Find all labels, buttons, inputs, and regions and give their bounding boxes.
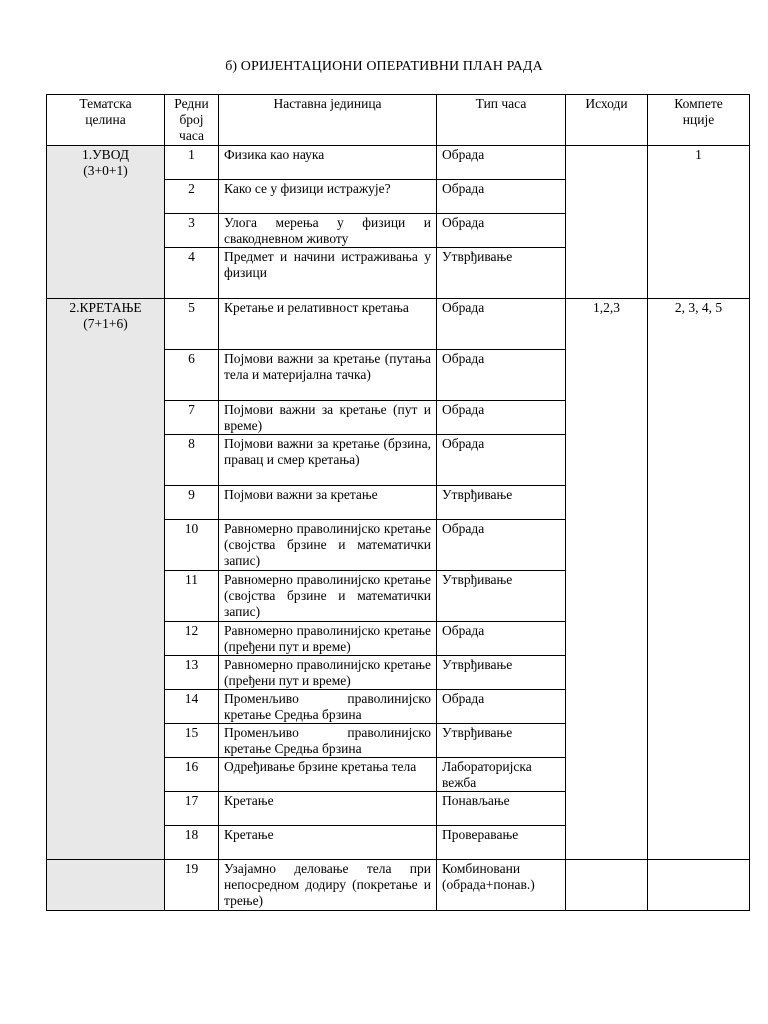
competences-cell: 2, 3, 4, 5 (648, 299, 750, 860)
lesson-number: 6 (165, 350, 219, 401)
lesson-unit: Појмови важни за кретање (пут и време) (219, 401, 437, 435)
header-row (47, 95, 750, 146)
lesson-number: 10 (165, 520, 219, 571)
lesson-type: Обрада (437, 401, 566, 435)
outcomes-cell: 1,2,3 (566, 299, 648, 860)
lesson-number: 1 (165, 146, 219, 180)
lesson-number: 4 (165, 248, 219, 299)
header-type: Тип часа (437, 95, 566, 146)
lesson-type: Обрада (437, 299, 566, 350)
lesson-number: 18 (165, 826, 219, 860)
lesson-unit: Променљиво праволинијско кретање Средња брзина (219, 724, 437, 758)
competences-cell: 1 (648, 146, 750, 299)
lesson-unit: Кретање и релативност кретања (219, 299, 437, 350)
lesson-unit: Равномерно праволинијско кретање (својства брзине и математички запис) (219, 520, 437, 571)
lesson-number: 17 (165, 792, 219, 826)
lesson-unit: Појмови важни за кретање (брзина, правац и смер кретања) (219, 435, 437, 486)
lesson-unit: Физика као наука (219, 146, 437, 180)
lesson-type: Обрада (437, 622, 566, 656)
table-row (47, 860, 750, 911)
lesson-number: 15 (165, 724, 219, 758)
lesson-type: Утврђивање (437, 248, 566, 299)
lesson-type: Утврђивање (437, 724, 566, 758)
lesson-unit: Предмет и начини истраживања у физици (219, 248, 437, 299)
theme-cell (47, 860, 165, 911)
competences-cell (648, 860, 750, 911)
plan-body (47, 146, 750, 911)
header-outcomes: Исходи (566, 95, 648, 146)
lesson-unit: Равномерно праволинијско кретање (пређени пут и време) (219, 622, 437, 656)
table-row (47, 146, 750, 180)
lesson-type: Обрада (437, 180, 566, 214)
header-competences: Компете нције (648, 95, 750, 146)
lesson-number: 7 (165, 401, 219, 435)
header-theme: Тематска целина (47, 95, 165, 146)
lesson-number: 11 (165, 571, 219, 622)
lesson-unit: Променљиво праволинијско кретање Средња брзина (219, 690, 437, 724)
lesson-type: Комбиновани (обрада+понав.) (437, 860, 566, 911)
lesson-number: 16 (165, 758, 219, 792)
lesson-type: Обрада (437, 214, 566, 248)
lesson-unit: Кретање (219, 826, 437, 860)
lesson-unit: Кретање (219, 792, 437, 826)
lesson-type: Обрада (437, 520, 566, 571)
lesson-type: Проверавање (437, 826, 566, 860)
lesson-type: Обрада (437, 146, 566, 180)
lesson-number: 12 (165, 622, 219, 656)
lesson-type: Утврђивање (437, 656, 566, 690)
theme-cell: 1.УВОД (3+0+1) (47, 146, 165, 299)
lesson-unit: Улога мерења у физици и свакодневном животу (219, 214, 437, 248)
lesson-unit: Појмови важни за кретање (путања тела и материјална тачка) (219, 350, 437, 401)
lesson-type: Лабораторијска вежба (437, 758, 566, 792)
page-title: б) ОРИЈЕНТАЦИОНИ ОПЕРАТИВНИ ПЛАН РАДА (225, 59, 543, 74)
lesson-unit: Равномерно праволинијско кретање (својства брзине и математички запис) (219, 571, 437, 622)
lesson-number: 13 (165, 656, 219, 690)
lesson-unit: Равномерно праволинијско кретање (пређени пут и време) (219, 656, 437, 690)
table-row (47, 299, 750, 350)
lesson-type: Обрада (437, 350, 566, 401)
plan-table (46, 94, 750, 911)
lesson-number: 19 (165, 860, 219, 911)
lesson-number: 8 (165, 435, 219, 486)
outcomes-cell (566, 146, 648, 299)
lesson-unit: Одређивање брзине кретања тела (219, 758, 437, 792)
lesson-type: Утврђивање (437, 571, 566, 622)
lesson-number: 3 (165, 214, 219, 248)
lesson-type: Понављање (437, 792, 566, 826)
header-number: Редни број часа (165, 95, 219, 146)
lesson-unit: Узајамно деловање тела при непосредном додиру (покретање и трење) (219, 860, 437, 911)
lesson-number: 9 (165, 486, 219, 520)
lesson-type: Утврђивање (437, 486, 566, 520)
lesson-type: Обрада (437, 690, 566, 724)
lesson-number: 2 (165, 180, 219, 214)
lesson-unit: Како се у физици истражује? (219, 180, 437, 214)
outcomes-cell (566, 860, 648, 911)
lesson-type: Обрада (437, 435, 566, 486)
lesson-number: 14 (165, 690, 219, 724)
header-unit: Наставна јединица (219, 95, 437, 146)
lesson-number: 5 (165, 299, 219, 350)
lesson-unit: Појмови важни за кретање (219, 486, 437, 520)
theme-cell: 2.КРЕТАЊЕ (7+1+6) (47, 299, 165, 860)
